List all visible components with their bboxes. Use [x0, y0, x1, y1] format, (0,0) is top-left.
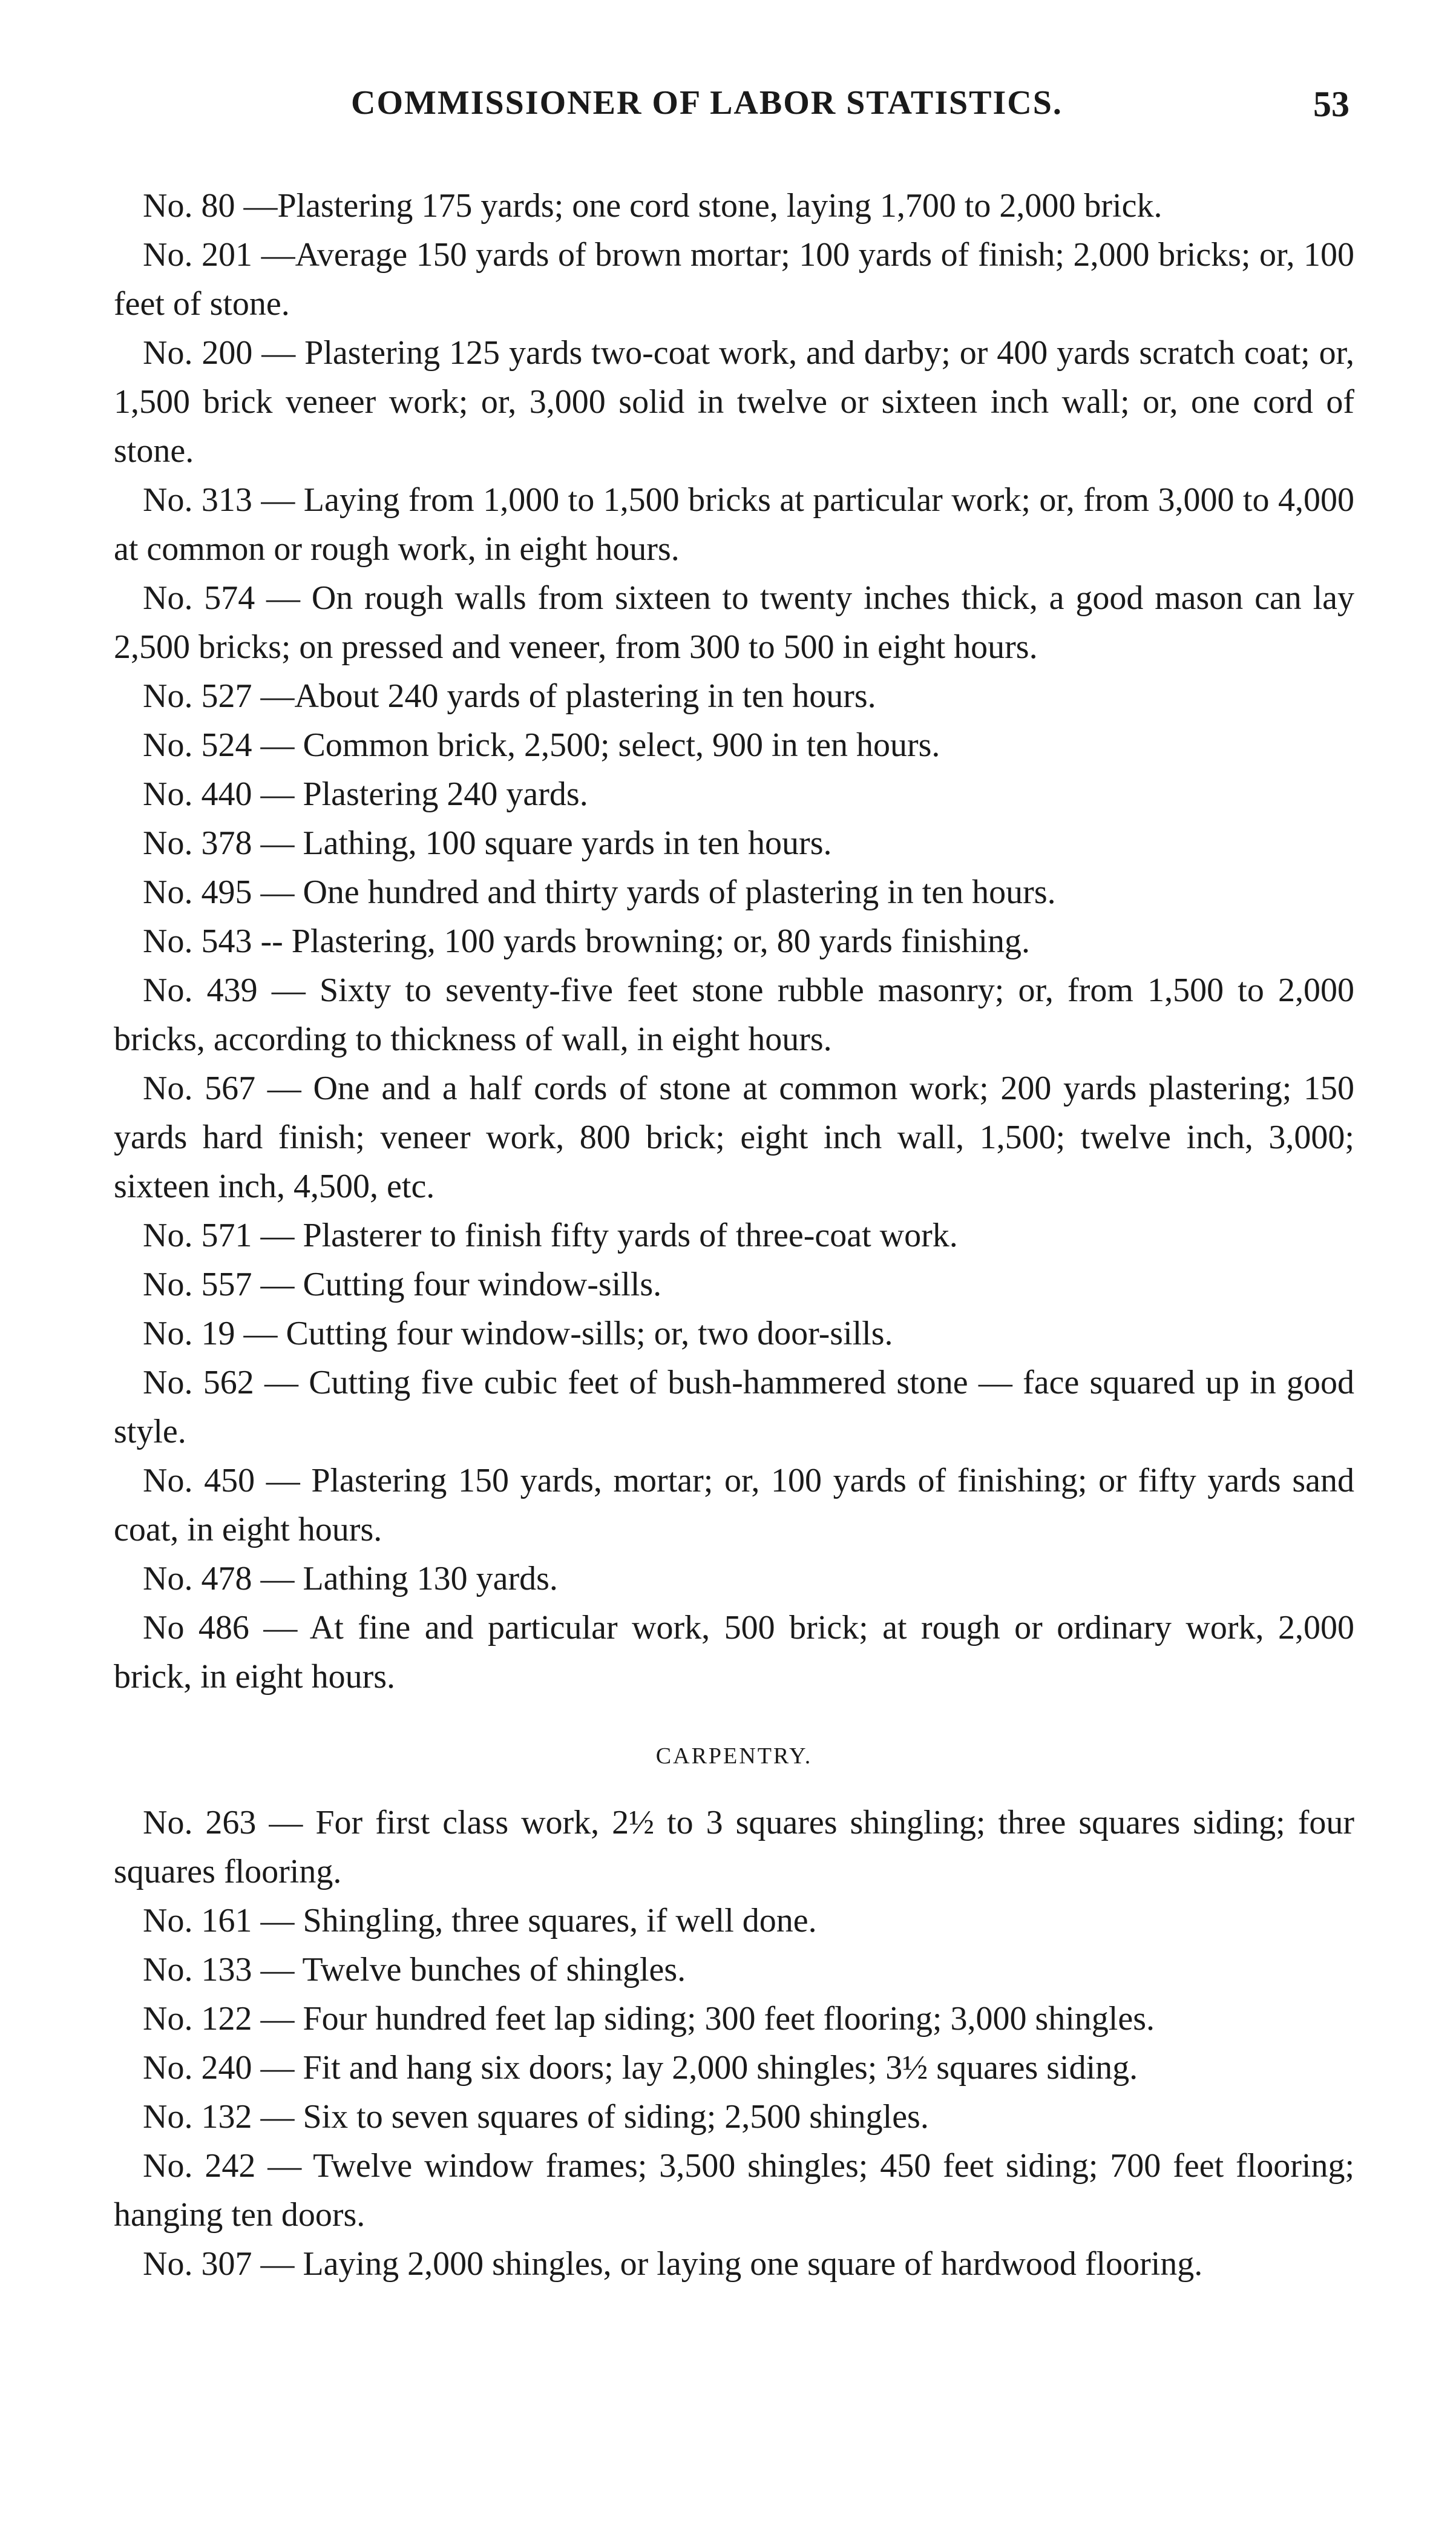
entry-text: — Plasterer to finish fifty yards of three-coat work. — [260, 1217, 958, 1254]
entry-paragraph — [114, 672, 1354, 721]
entry-text: — For first class work, 2½ to 3 squares shingling; three squares siding; four squares flooring. — [114, 1804, 1354, 1890]
entry-number: No. 263 — [143, 1804, 257, 1841]
entry-paragraph — [114, 1946, 1354, 1995]
entry-text: — Plastering 240 yards. — [260, 775, 588, 813]
entry-text: — Laying 2,000 shingles, or laying one square of hardwood flooring. — [260, 2245, 1203, 2283]
entry-number: No. 19 — [143, 1315, 235, 1352]
entry-text: — Cutting four window-sills; or, two door-sills. — [243, 1315, 893, 1352]
entry-text: — Cutting five cubic feet of bush-hammered stone — face squared up in good style. — [114, 1364, 1354, 1450]
entry-number: No. 527 — [143, 677, 252, 715]
masonry-entries-list — [114, 182, 1354, 1702]
entry-number: No. 543 — [143, 923, 252, 960]
entry-number: No. 307 — [143, 2245, 252, 2283]
entry-number: No. 122 — [143, 2000, 252, 2038]
body-text — [114, 182, 1354, 2289]
entry-number: No. 524 — [143, 726, 252, 764]
entry-paragraph — [114, 329, 1354, 476]
entry-number: No. 161 — [143, 1902, 252, 1939]
entry-paragraph — [114, 1309, 1354, 1358]
entry-text: — Lathing, 100 square yards in ten hours. — [260, 824, 832, 862]
entry-text: — Laying from 1,000 to 1,500 bricks at particular work; or, from 3,000 to 4,000 at common or rough work, in eight hours. — [114, 481, 1355, 568]
entry-text: —Average 150 yards of brown mortar; 100 yards of finish; 2,000 bricks; or, 100 feet of stone. — [114, 236, 1354, 323]
entry-number: No. 132 — [143, 2098, 252, 2136]
entry-number: No. 440 — [143, 775, 252, 813]
entry-paragraph — [114, 2142, 1354, 2240]
carpentry-entries-list — [114, 1798, 1354, 2289]
entry-paragraph — [114, 476, 1354, 574]
entry-text: —Plastering 175 yards; one cord stone, laying 1,700 to 2,000 brick. — [243, 187, 1163, 225]
entry-paragraph — [114, 1456, 1354, 1554]
entry-text: — One and a half cords of stone at common work; 200 yards plastering; 150 yards hard finish; veneer work, 800 brick; eight inch wall, 1,500; twelve inch, 3,000; sixteen inch, 4,500, etc. — [114, 1070, 1354, 1205]
entry-number: No. 240 — [143, 2049, 252, 2087]
entry-number: No. 313 — [143, 481, 252, 519]
entry-paragraph — [114, 1798, 1354, 1896]
entry-paragraph — [114, 721, 1354, 770]
entry-text: — Fit and hang six doors; lay 2,000 shingles; 3½ squares siding. — [260, 2049, 1138, 2087]
entry-text: — Four hundred feet lap siding; 300 feet flooring; 3,000 shingles. — [260, 2000, 1155, 2038]
entry-paragraph — [114, 1064, 1354, 1211]
entry-text: — On rough walls from sixteen to twenty inches thick, a good mason can lay 2,500 bricks; on pressed and veneer, from 300 to 500 in eight hours. — [114, 579, 1355, 666]
page-number: 53 — [1313, 84, 1349, 124]
running-head: COMMISSIONER OF LABOR STATISTICS. — [351, 84, 1063, 122]
entry-paragraph — [114, 231, 1354, 329]
entry-number: No. 378 — [143, 824, 252, 862]
entry-paragraph — [114, 1995, 1354, 2044]
entry-number: No. 567 — [143, 1070, 256, 1107]
entry-paragraph — [114, 182, 1354, 231]
entry-text: — At fine and particular work, 500 brick; at rough or ordinary work, 2,000 brick, in eight hours. — [114, 1609, 1354, 1696]
entry-number: No. 562 — [143, 1364, 254, 1401]
entry-number: No. 439 — [143, 972, 258, 1009]
entry-number: No. 242 — [143, 2147, 256, 2185]
entry-text: -- Plastering, 100 yards browning; or, 80 yards finishing. — [260, 923, 1031, 960]
entry-paragraph — [114, 966, 1354, 1064]
entry-paragraph — [114, 917, 1354, 966]
entry-paragraph — [114, 1260, 1354, 1309]
entry-text: —About 240 yards of plastering in ten hours. — [260, 677, 876, 715]
entry-paragraph — [114, 2093, 1354, 2142]
entry-paragraph — [114, 868, 1354, 917]
section-heading-carpentry: CARPENTRY. — [655, 1743, 813, 1769]
entry-paragraph — [114, 770, 1354, 819]
entry-text: — Twelve window frames; 3,500 shingles; 450 feet siding; 700 feet flooring; hanging ten doors. — [114, 2147, 1355, 2234]
entry-paragraph — [114, 1896, 1354, 1946]
entry-text: — One hundred and thirty yards of plastering in ten hours. — [260, 873, 1056, 911]
entry-number: No. 478 — [143, 1560, 252, 1597]
entry-text: — Twelve bunches of shingles. — [260, 1951, 686, 1988]
entry-number: No. 80 — [143, 187, 235, 225]
entry-text: — Cutting four window-sills. — [260, 1266, 662, 1303]
entry-number: No. 574 — [143, 579, 255, 617]
entry-paragraph — [114, 574, 1354, 672]
entry-paragraph — [114, 2044, 1354, 2093]
entry-number: No. 200 — [143, 334, 253, 372]
entry-paragraph — [114, 1554, 1354, 1604]
entry-number: No. 450 — [143, 1462, 255, 1499]
entry-paragraph — [114, 819, 1354, 868]
entry-text: — Plastering 150 yards, mortar; or, 100 yards of finishing; or fifty yards sand coat, in eight hours. — [114, 1462, 1355, 1548]
entry-number: No. 133 — [143, 1951, 252, 1988]
entry-number: No. 201 — [143, 236, 252, 274]
entry-paragraph — [114, 1358, 1354, 1456]
entry-number: No 486 — [143, 1609, 249, 1646]
entry-text: — Plastering 125 yards two-coat work, and darby; or 400 yards scratch coat; or, 1,500 brick veneer work; or, 3,000 solid in twelve or sixteen inch wall; or, one cord of stone. — [114, 334, 1354, 470]
entry-text: — Lathing 130 yards. — [260, 1560, 558, 1597]
entry-paragraph — [114, 2240, 1354, 2289]
entry-number: No. 571 — [143, 1217, 252, 1254]
entry-text: — Six to seven squares of siding; 2,500 shingles. — [260, 2098, 929, 2136]
entry-paragraph — [114, 1211, 1354, 1260]
page-header — [121, 84, 1349, 132]
entry-paragraph — [114, 1604, 1354, 1702]
entry-number: No. 495 — [143, 873, 252, 911]
entry-text: — Sixty to seventy-five feet stone rubble masonry; or, from 1,500 to 2,000 bricks, according to thickness of wall, in eight hours. — [114, 972, 1354, 1058]
entry-text: — Shingling, three squares, if well done. — [260, 1902, 817, 1939]
entry-text: — Common brick, 2,500; select, 900 in ten hours. — [260, 726, 940, 764]
entry-number: No. 557 — [143, 1266, 252, 1303]
